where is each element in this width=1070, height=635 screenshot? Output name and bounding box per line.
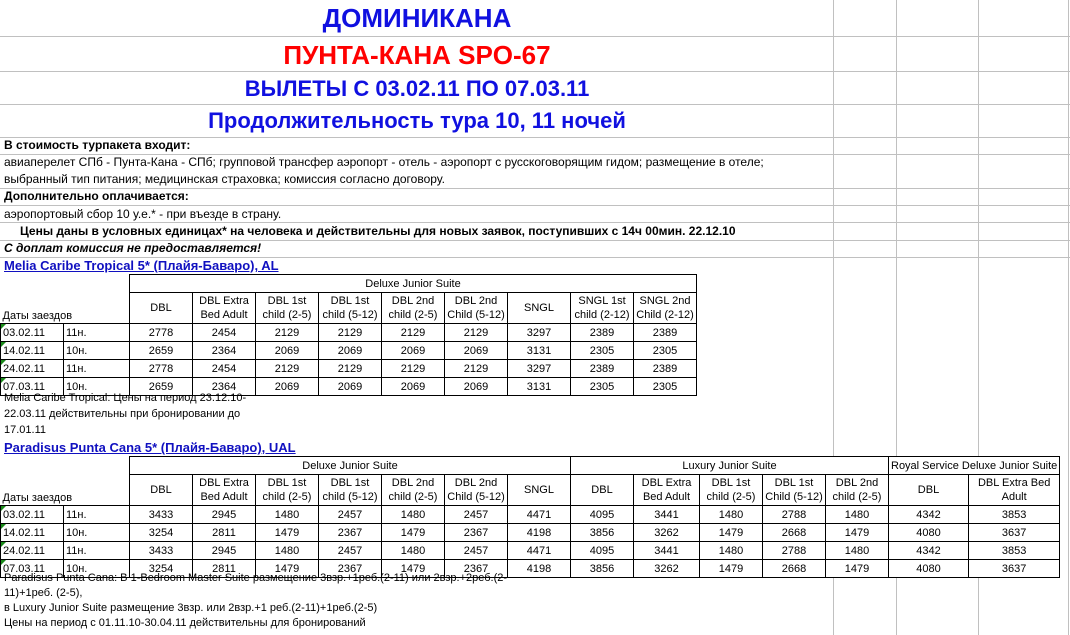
- table-row: [1, 342, 697, 360]
- arrival-date-cell: 24.02.11: [1, 542, 64, 560]
- price-cell: 1479: [256, 560, 319, 578]
- nights-cell: 11н.: [64, 324, 130, 342]
- price-cell: 2129: [256, 324, 319, 342]
- table-row: [1, 324, 697, 342]
- price-cell: 2129: [382, 360, 445, 378]
- column-header: DBL 2nd child (2-5): [382, 293, 445, 324]
- arrival-date-cell: 07.03.11: [1, 378, 64, 396]
- price-cell: 2367: [319, 560, 382, 578]
- price-cell: 2788: [763, 506, 826, 524]
- arrival-date-cell: 14.02.11: [1, 342, 64, 360]
- column-header: DBL Extra Bed Adult: [634, 475, 700, 506]
- price-cell: 2069: [319, 342, 382, 360]
- price-cell: 2069: [382, 342, 445, 360]
- column-header: SNGL 1st child (2-12): [571, 293, 634, 324]
- commission-note: С доплат комиссия не предоставляется!: [4, 241, 262, 255]
- price-cell: 2129: [319, 324, 382, 342]
- price-cell: 1480: [256, 506, 319, 524]
- column-header: SNGL: [508, 293, 571, 324]
- price-cell: 1479: [382, 524, 445, 542]
- column-header: DBL: [130, 475, 193, 506]
- grid-line: [0, 36, 1070, 37]
- extra-label: Дополнительно оплачивается:: [4, 189, 189, 203]
- price-cell: 4471: [508, 542, 571, 560]
- price-cell: 3433: [130, 542, 193, 560]
- price-cell: 2069: [319, 378, 382, 396]
- price-cell: 2305: [634, 342, 697, 360]
- hotel2-room-group-deluxe: Deluxe Junior Suite: [130, 457, 571, 475]
- hotel1-name[interactable]: Melia Caribe Tropical 5* (Плайя-Баваро), AL: [4, 258, 279, 273]
- hotel1-price-table: [0, 274, 697, 396]
- price-cell: 1480: [256, 542, 319, 560]
- column-header: DBL 1st Child (5-12): [763, 475, 826, 506]
- column-header: DBL: [889, 475, 969, 506]
- price-cell: 2778: [130, 324, 193, 342]
- nights-cell: 11н.: [64, 542, 130, 560]
- resort-title: ПУНТА-КАНА SPO-67: [283, 40, 551, 70]
- price-cell: 3262: [634, 524, 700, 542]
- price-cell: 2457: [445, 506, 508, 524]
- hotel1-note-line-2: 22.03.11 действительны при бронировании до: [4, 408, 241, 420]
- price-cell: 2389: [571, 324, 634, 342]
- table-row: [1, 542, 1060, 560]
- price-cell: 2778: [130, 360, 193, 378]
- price-cell: 4095: [571, 506, 634, 524]
- nights-cell: 10н.: [64, 378, 130, 396]
- price-cell: 3441: [634, 542, 700, 560]
- price-cell: 1480: [382, 506, 445, 524]
- price-cell: 2069: [445, 378, 508, 396]
- price-cell: 2069: [445, 342, 508, 360]
- price-cell: 1480: [826, 542, 889, 560]
- grid-line: [1068, 0, 1069, 635]
- price-cell: 2668: [763, 524, 826, 542]
- includes-line-1: авиаперелет СПб - Пунта-Кана - СПб; групповой трансфер аэропорт - отель - аэропорт с русскоговорящим гидом; размещение в отеле;: [4, 155, 764, 169]
- price-cell: 4198: [508, 560, 571, 578]
- hotel2-note-line-1: Paradisus Punta Cana: В 1-Bedroom Master Suite размещение 3взр.+1реб.(2-11) или 2взр.+2реб.(2-: [4, 572, 508, 584]
- price-cell: 2367: [445, 560, 508, 578]
- price-cell: 3856: [571, 560, 634, 578]
- price-cell: 4342: [889, 542, 969, 560]
- price-cell: 3131: [508, 342, 571, 360]
- price-cell: 2457: [319, 506, 382, 524]
- price-cell: 2454: [193, 360, 256, 378]
- column-header: SNGL 2nd Child (2-12): [634, 293, 697, 324]
- price-cell: 3131: [508, 378, 571, 396]
- price-cell: 2811: [193, 560, 256, 578]
- price-cell: 4080: [889, 560, 969, 578]
- price-cell: 1480: [382, 542, 445, 560]
- duration-title: Продолжительность тура 10, 11 ночей: [208, 108, 626, 133]
- price-cell: 3856: [571, 524, 634, 542]
- extra-line: аэропортовый сбор 10 у.е.* - при въезде в страну.: [4, 207, 282, 221]
- blank-cell: [1, 457, 130, 475]
- hotel2-note-line-2: 11)+1реб. (2-5),: [4, 587, 83, 599]
- price-cell: 3853: [969, 542, 1060, 560]
- hotel2-name[interactable]: Paradisus Punta Cana 5* (Плайя-Баваро), UAL: [4, 440, 296, 455]
- price-cell: 2069: [256, 342, 319, 360]
- arrival-date-cell: 07.03.11: [1, 560, 64, 578]
- price-cell: 2069: [382, 378, 445, 396]
- column-header: DBL Extra Bed Adult: [193, 293, 256, 324]
- price-cell: 3254: [130, 560, 193, 578]
- column-header: DBL 1st child (5-12): [319, 293, 382, 324]
- hotel2-room-group-royal: Royal Service Deluxe Junior Suite: [889, 457, 1060, 475]
- arrival-date-cell: 03.02.11: [1, 506, 64, 524]
- table-row: [1, 524, 1060, 542]
- price-cell: 2945: [193, 506, 256, 524]
- price-cell: 2668: [763, 560, 826, 578]
- price-cell: 2129: [445, 360, 508, 378]
- arrival-date-cell: 03.02.11: [1, 324, 64, 342]
- includes-line-2: выбранный тип питания; медицинская страховка; комиссия согласно договору.: [4, 172, 445, 186]
- price-cell: 3433: [130, 506, 193, 524]
- column-header: DBL 2nd child (2-5): [382, 475, 445, 506]
- grid-line: [0, 104, 1070, 105]
- arrival-date-cell: 24.02.11: [1, 360, 64, 378]
- column-header: DBL 2nd child (2-5): [826, 475, 889, 506]
- price-cell: 3637: [969, 560, 1060, 578]
- price-cell: 3441: [634, 506, 700, 524]
- column-header: DBL 1st child (2-5): [256, 475, 319, 506]
- grid-line: [0, 71, 1070, 72]
- nights-cell: 11н.: [64, 360, 130, 378]
- hotel1-dates-label: Даты заездов: [2, 310, 73, 322]
- table-row: [1, 360, 697, 378]
- price-cell: 1480: [700, 506, 763, 524]
- column-header: SNGL: [508, 475, 571, 506]
- price-cell: 1479: [826, 560, 889, 578]
- price-cell: 2069: [256, 378, 319, 396]
- hotel2-price-table: [0, 456, 1060, 578]
- price-cell: 2367: [445, 524, 508, 542]
- flights-title: ВЫЛЕТЫ С 03.02.11 ПО 07.03.11: [244, 76, 590, 101]
- hotel2-dates-label: Даты заездов: [2, 492, 73, 504]
- table-row: [1, 506, 1060, 524]
- includes-label: В стоимость турпакета входит:: [4, 138, 191, 152]
- hotel1-room-group: Deluxe Junior Suite: [130, 275, 697, 293]
- price-cell: 1480: [826, 506, 889, 524]
- prices-note: Цены даны в условных единицах* на человека и действительны для новых заявок, поступивших с 14ч 00мин. 22.12.10: [20, 224, 736, 238]
- price-cell: 2129: [445, 324, 508, 342]
- column-header: DBL 2nd Child (5-12): [445, 475, 508, 506]
- price-cell: 2389: [634, 324, 697, 342]
- price-cell: 2659: [130, 342, 193, 360]
- price-cell: 2305: [571, 378, 634, 396]
- column-header: DBL 2nd Child (5-12): [445, 293, 508, 324]
- price-cell: 2364: [193, 378, 256, 396]
- price-cell: 4198: [508, 524, 571, 542]
- price-cell: 2811: [193, 524, 256, 542]
- country-title: ДОМИНИКАНА: [322, 3, 512, 33]
- price-cell: 2457: [445, 542, 508, 560]
- price-cell: 1479: [700, 524, 763, 542]
- price-cell: 3262: [634, 560, 700, 578]
- hotel1-note-line-1: Melia Caribe Tropical: Цены на период 23.12.10-: [4, 392, 247, 404]
- price-cell: 2389: [571, 360, 634, 378]
- price-cell: 2367: [319, 524, 382, 542]
- column-header: DBL: [130, 293, 193, 324]
- price-cell: 1479: [826, 524, 889, 542]
- price-cell: 2129: [382, 324, 445, 342]
- price-cell: 4095: [571, 542, 634, 560]
- price-cell: 3637: [969, 524, 1060, 542]
- price-cell: 4471: [508, 506, 571, 524]
- nights-cell: 10н.: [64, 342, 130, 360]
- price-cell: 2305: [571, 342, 634, 360]
- arrival-date-cell: 14.02.11: [1, 524, 64, 542]
- price-cell: 2389: [634, 360, 697, 378]
- price-cell: 3254: [130, 524, 193, 542]
- price-cell: 2945: [193, 542, 256, 560]
- price-cell: 2788: [763, 542, 826, 560]
- nights-cell: 10н.: [64, 524, 130, 542]
- price-cell: 1479: [700, 560, 763, 578]
- price-cell: 2129: [319, 360, 382, 378]
- price-cell: 2129: [256, 360, 319, 378]
- blank-cell: [1, 275, 130, 293]
- nights-cell: 10н.: [64, 560, 130, 578]
- column-header: DBL: [571, 475, 634, 506]
- price-cell: 3853: [969, 506, 1060, 524]
- column-header: DBL Extra Bed Adult: [193, 475, 256, 506]
- price-cell: 4080: [889, 524, 969, 542]
- hotel2-room-group-luxury: Luxury Junior Suite: [571, 457, 889, 475]
- column-header: DBL 1st child (2-5): [256, 293, 319, 324]
- price-cell: 2454: [193, 324, 256, 342]
- hotel2-note-line-3: в Luxury Junior Suite размещение 3взр. или 2взр.+1 реб.(2-11)+1реб.(2-5): [4, 602, 378, 614]
- column-header: DBL 1st child (2-5): [700, 475, 763, 506]
- hotel1-note-line-3: 17.01.11: [4, 424, 47, 436]
- price-cell: 2305: [634, 378, 697, 396]
- hotel2-note-line-4: Цены на период с 01.11.10-30.04.11 действительны для бронирований: [4, 617, 366, 629]
- column-header: DBL Extra Bed Adult: [969, 475, 1060, 506]
- price-cell: 2457: [319, 542, 382, 560]
- price-cell: 2364: [193, 342, 256, 360]
- price-cell: 1479: [256, 524, 319, 542]
- price-cell: 2659: [130, 378, 193, 396]
- price-cell: 4342: [889, 506, 969, 524]
- price-cell: 1480: [700, 542, 763, 560]
- price-cell: 3297: [508, 324, 571, 342]
- column-header: DBL 1st child (5-12): [319, 475, 382, 506]
- nights-cell: 11н.: [64, 506, 130, 524]
- price-cell: 3297: [508, 360, 571, 378]
- price-cell: 1479: [382, 560, 445, 578]
